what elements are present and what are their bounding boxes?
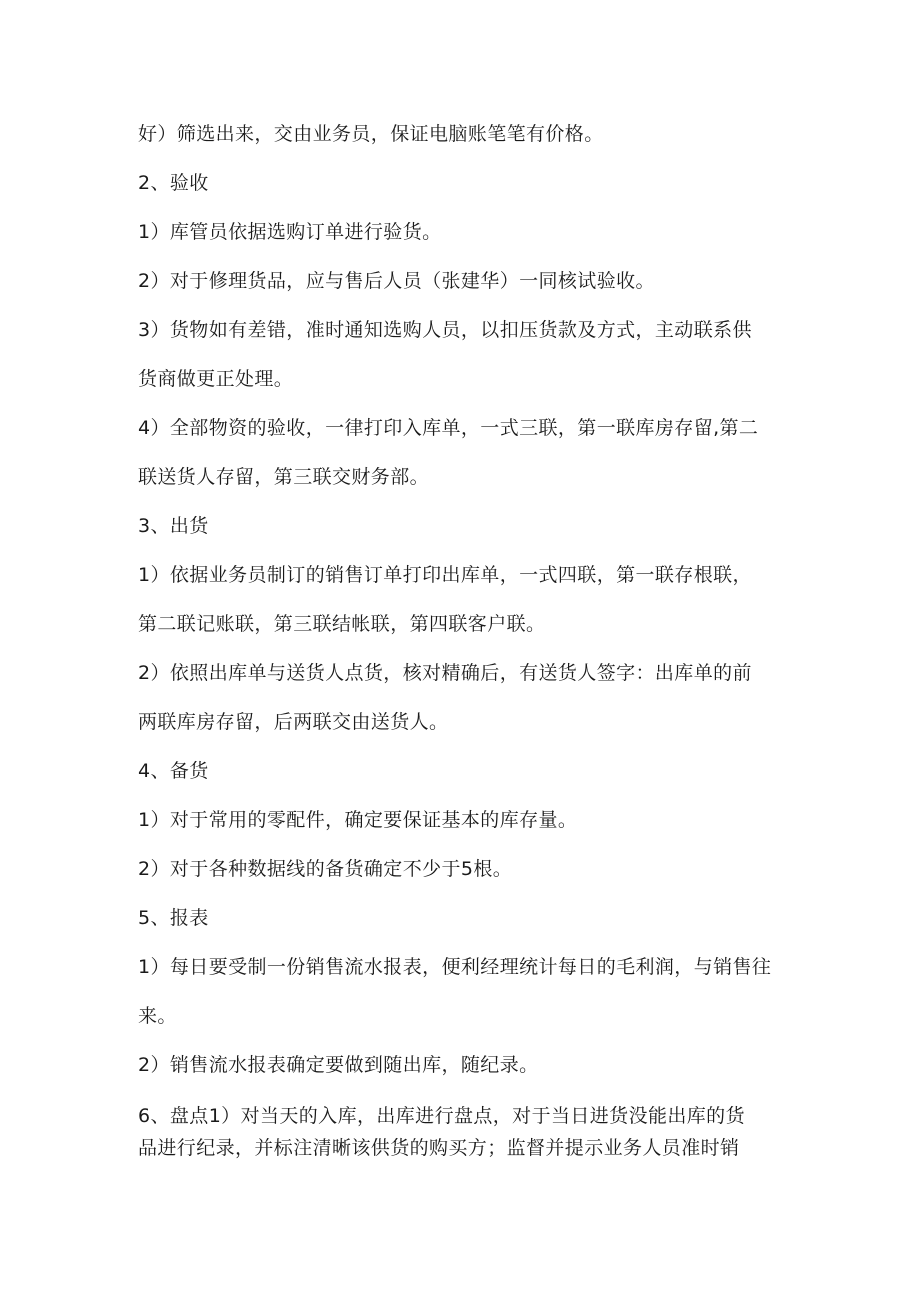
text-line: 2）销售流水报表确定要做到随出库，随纪录。 (138, 1054, 539, 1076)
text-line: 2）对于修理货品，应与售后人员（张建华）一同核试验收。 (138, 270, 655, 292)
text-line: 2）依照出库单与送货人点货，核对精确后，有送货人签字：出库单的前 (138, 662, 752, 684)
text-line: 6、盘点1）对当天的入库，出库进行盘点，对于当日进货没能出库的货 (138, 1105, 745, 1127)
section-heading: 3、出货 (138, 515, 209, 537)
text-line: 货商做更正处理。 (138, 368, 294, 390)
text-line: 来。 (138, 1005, 177, 1027)
text-line: 品进行纪录，并标注清晰该供货的购买方；监督并提示业务人员准时销 (138, 1137, 740, 1159)
text-line: 好）筛选出来，交由业务员，保证电脑账笔笔有价格。 (138, 123, 604, 145)
text-line: 2）对于各种数据线的备货确定不少于5根。 (138, 858, 513, 880)
section-heading: 4、备货 (138, 760, 209, 782)
text-line: 1）依据业务员制订的销售订单打印出库单，一式四联，第一联存根联， (138, 564, 752, 586)
text-line: 4）全部物资的验收，一律打印入库单，一式三联，第一联库房存留,第二 (138, 417, 759, 439)
text-line: 联送货人存留，第三联交财务部。 (138, 466, 430, 488)
text-line: 两联库房存留，后两联交由送货人。 (138, 711, 449, 733)
text-line: 1）每日要受制一份销售流水报表，便利经理统计每日的毛利润，与销售往 (138, 956, 772, 978)
text-line: 1）库管员依据选购订单进行验货。 (138, 221, 442, 243)
text-line: 1）对于常用的零配件，确定要保证基本的库存量。 (138, 809, 578, 831)
text-line: 第二联记账联，第三联结帐联，第四联客户联。 (138, 613, 546, 635)
section-heading: 2、验收 (138, 172, 209, 194)
text-line: 3）货物如有差错，准时通知选购人员，以扣压货款及方式，主动联系供 (138, 319, 752, 341)
section-heading: 5、报表 (138, 907, 209, 929)
